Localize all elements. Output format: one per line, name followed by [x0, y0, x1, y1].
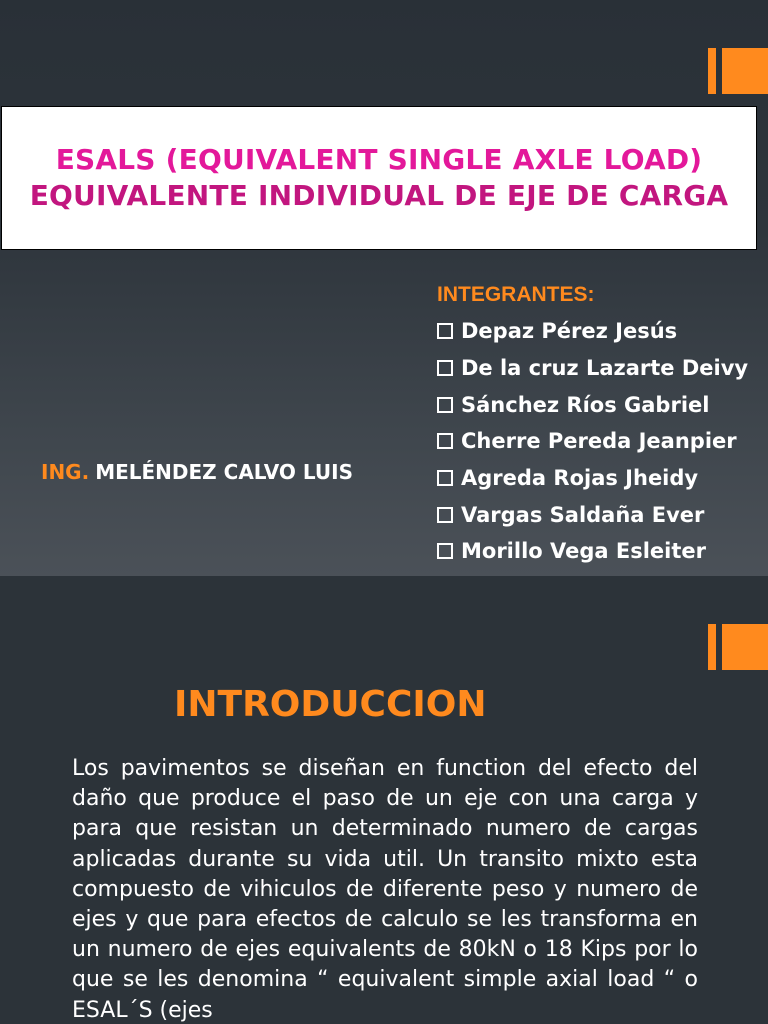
checkbox-bullet-icon — [437, 543, 453, 559]
member-item — [437, 350, 768, 387]
accent-bar — [708, 48, 716, 94]
checkbox-bullet-icon — [437, 507, 453, 523]
member-item — [437, 386, 768, 423]
teacher-prefix: ING. — [41, 460, 90, 484]
member-item — [437, 533, 768, 570]
member-name: Cherre Pereda Jeanpier — [461, 429, 737, 454]
checkbox-bullet-icon — [437, 397, 453, 413]
accent-bar — [708, 624, 716, 670]
members-list — [437, 283, 768, 570]
checkbox-bullet-icon — [437, 470, 453, 486]
checkbox-bullet-icon — [437, 360, 453, 376]
title-box — [1, 106, 757, 250]
member-name: Sánchez Ríos Gabriel — [461, 392, 710, 417]
intro-body: Los pavimentos se diseñan en function del efecto del daño que produce el paso de un eje con una carga y para que resistan un determinado numero de cargas aplicadas durante su vida util. Un transito mixto esta compuesto de vihiculos de diferente peso y numero de ejes y que para efectos de calculo se les transforma en un numero de ejes equivalents de 80kN o 18 Kips por lo que se les denomina “ equivalent simple axial load “ o ESAL´S (ejes — [72, 756, 698, 1023]
slide-introduction — [0, 576, 768, 1024]
member-name: Vargas Saldaña Ever — [461, 502, 705, 527]
member-name: Agreda Rojas Jheidy — [461, 466, 699, 491]
intro-heading: INTRODUCCION — [174, 684, 487, 725]
member-name: Depaz Pérez Jesús — [461, 319, 678, 344]
teacher-name — [41, 460, 353, 484]
accent-block — [722, 624, 768, 670]
teacher-fullname: MELÉNDEZ CALVO LUIS — [95, 460, 353, 484]
members-heading: INTEGRANTES: — [437, 283, 595, 306]
title-line-2: EQUIVALENTE INDIVIDUAL DE EJE DE CARGA — [29, 179, 729, 212]
checkbox-bullet-icon — [437, 323, 453, 339]
accent-block — [722, 48, 768, 94]
member-item — [437, 460, 768, 497]
title-line-1: ESALS (EQUIVALENT SINGLE AXLE LOAD) — [55, 143, 703, 176]
member-item — [437, 423, 768, 460]
member-item — [437, 496, 768, 533]
member-name: De la cruz Lazarte Deivy — [461, 356, 749, 381]
accent-decoration — [708, 48, 768, 94]
checkbox-bullet-icon — [437, 433, 453, 449]
member-item — [437, 313, 768, 350]
member-name: Morillo Vega Esleiter — [461, 539, 706, 564]
accent-decoration — [708, 624, 768, 670]
